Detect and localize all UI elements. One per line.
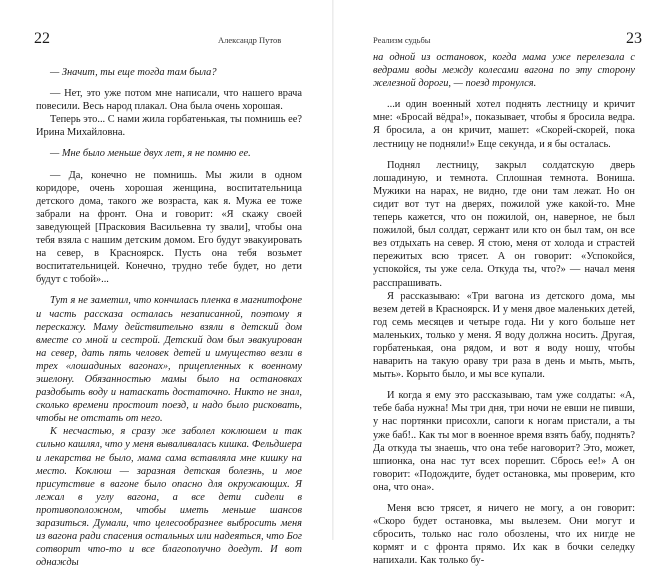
paragraph: К несчастью, я сразу же заболел коклюшем и так сильно кашлял, что у меня вываливалась кишка. Фельдшера и лекарства не было, мама сама вставляла мне кишку на место. Коклюш — заразная детская болезнь, и мое присутствие в вагоне было опасно для окружающих. Я лежал в углу вагона, а все дети сидели в противоположном, чтобы иметь меньше шансов заразиться. Думали, что целесообразнее выбросить меня из вагона ради спасения остальных или надеяться, что Бог сотворит что-то и все благополучно доедут. И вот однажды bbox=[36, 426, 302, 569]
paragraph: — Нет, это уже потом мне написали, что нашего врача повесили. Весь народ плакал. Она была очень хорошая. bbox=[36, 88, 302, 113]
paragraph: Я рассказываю: «Три вагона из детского дома, мы везем детей в Красноярск. И у меня двое маленьких детей, год семь месяцев и четыре года. Ни у кого больше нет маленьких, только у меня. Я воду должна носить. Другая, горбатенькая, она рядом, и вот я воду ношу, чтобы наварить на такую ораву три раза в день и мыть, мыть, мыть». Корыто было, и мы все купали. bbox=[373, 290, 635, 381]
paragraph: ...и один военный хотел поднять лестницу и кричит мне: «Бросай вёдра!», показывает, чтобы я бросила ведра. Я бросила, а он кричит, машет: «Скорей-скорей, пока лестницу не подняли!» Еще секунда, и я бы осталась. bbox=[373, 99, 635, 150]
paragraph: И когда я ему это рассказываю, там уже солдаты: «А, тебе баба нужна! Мы три дня, три ночи не евши не пивши, у нас портянки присохли, сапоги к ногам пристали, а ты уже баб!.. Как ты мог в военное время взять бабу, поднять? Да откуда ты знаешь, что она тебе наговорит? Это, может, шпионка, она нас тут всех порешит. Сбрось ее!» А он говорит: «Подождите, будет остановка, мы проверим, кто она, что она». bbox=[373, 390, 635, 493]
running-head: Александр Путов bbox=[218, 35, 282, 45]
page-number: 22 bbox=[34, 30, 50, 47]
page-body bbox=[373, 51, 635, 567]
right-page bbox=[333, 0, 666, 567]
paragraph: Меня всю трясет, я ничего не могу, а он говорит: «Скоро будет остановка, мы вылезем. Они могут и сбросить, только нас голо обозлены, что их нигде не кормят и с фронта прямо. Их как в бочки селедку напихали. Как только бу- bbox=[373, 503, 635, 567]
paragraph: Теперь это... С нами жила горбатенькая, ты помнишь ее? Ирина Михайловна. bbox=[36, 114, 302, 139]
paragraph: — Да, конечно не помнишь. Мы жили в одном коридоре, очень хорошая женщина, воспитательница детского дома, такого же возраста, как я. Мужа ее тоже забрали на фронт. Она и говорит: «Я скажу своей заведующей [Прасковия Васильевна ту звали], чтобы она тебя взяла с нашим детским домом. Его будут эвакуировать на север, в Красноярск. Пусть она тебя возьмет воспитательницей. Конечно, трудно тебе будет, но дети будут с тобой»... bbox=[36, 169, 302, 286]
paragraph: — Значит, ты еще тогда там была? bbox=[50, 67, 217, 78]
running-head: Реализм судьбы bbox=[373, 35, 431, 45]
paragraph: Тут я не заметил, что кончилась пленка в магнитофоне и часть рассказа осталась незаписанной, поэтому я перескажу. Маму действительно взяли в детский дом вместе со мной и сестрой. Детский дом был эвакуирован на север, дать пять человек детей и имущество везли в трех «лошадиных вагонах», прицепленных к военному эшелону. Обязанностью мамы было на остановках раздобыть воду и натаскать достаточно. Никто не знал, сколько времени простоит поезд, и надо было рисковать, чтобы не отстать от него. bbox=[36, 295, 302, 425]
page-body bbox=[36, 66, 302, 569]
paragraph: Поднял лестницу, закрыл солдатскую дверь лошадиную, и темнота. Сплошная темнота. Вониша. Мужики на нарах, не видно, где они там лежат. Но он сидит вот тут на дверях, пожилой уже какой-то. Мне теперь кажется, что он пожилой, он, наверное, не был пожилой, был солдат, сержант или кто он был там, он все вез отдыхать на север. Я стою, меня от холода и страстей пережитых всю трясет. А он говорит: «Успокойся, успокойся, ты уже села. Откуда ты, что?» — начал меня расспрашивать. bbox=[373, 159, 635, 289]
page-number: 23 bbox=[626, 30, 642, 47]
paragraph: — Мне было меньше двух лет, я не помню ее. bbox=[50, 148, 251, 160]
paragraph: на одной из остановок, когда мама уже перелезала с ведрами воды между колесами вагона по эту сторону железной дороги, — поезд тронулся. bbox=[373, 52, 635, 90]
